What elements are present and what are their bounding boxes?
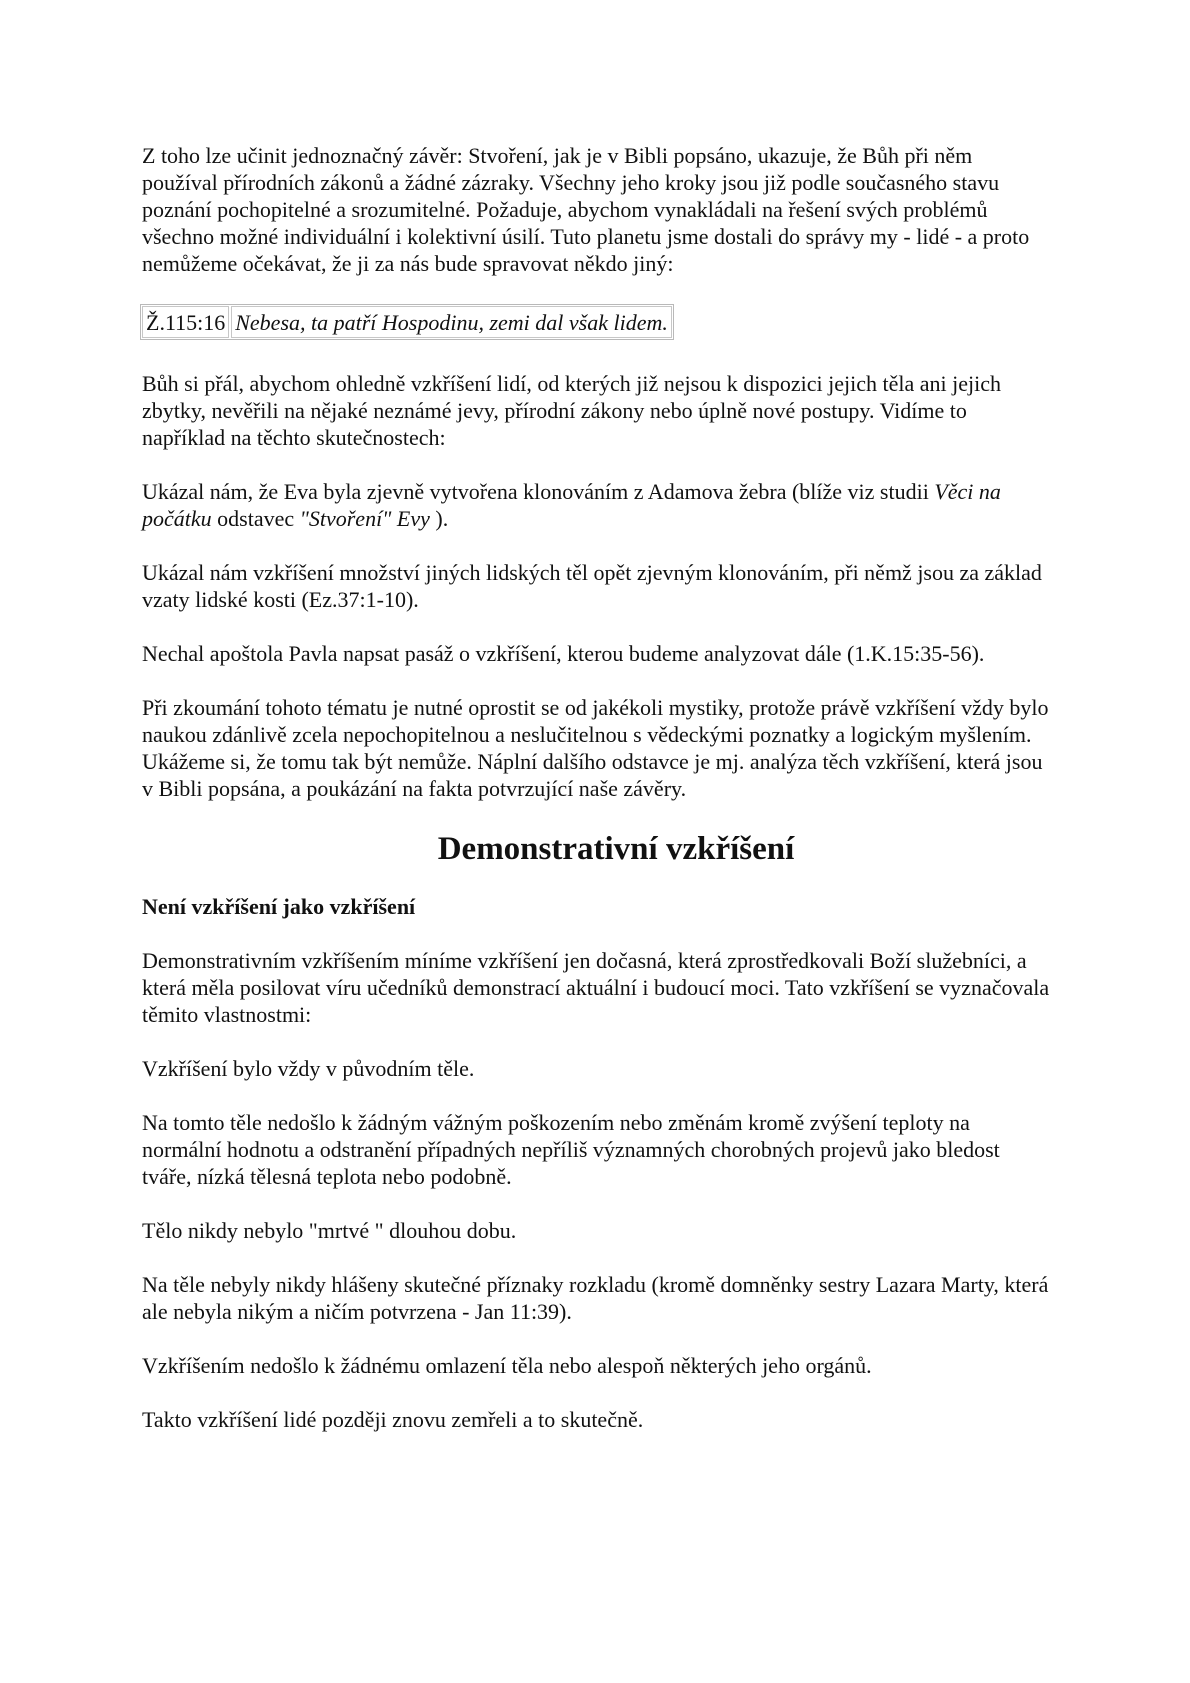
- paragraph-property-original-body: Vzkříšení bylo vždy v původním těle.: [142, 1056, 475, 1081]
- section-subheading: Není vzkříšení jako vzkříšení: [142, 894, 416, 919]
- paragraph-mysticism: Při zkoumání tohoto tématu je nutné oprostit se od jakékoli mystiky, protože právě vzkříšení vždy bylo naukou zdánlivě zcela nepochopitelnou a neslučitelnou s vědeckými poznatky a logickým myšlením. Ukážeme si, že tomu tak být nemůže. Náplní dalšího odstavce je mj. analýza těch vzkříšení, která jsou v Bibli popsána, a poukázání na fakta potvrzující naše závěry.: [142, 695, 1049, 801]
- paragraph-property-no-rejuvenation: Vzkříšením nedošlo k žádnému omlazení těla nebo alespoň některých jeho orgánů.: [142, 1353, 872, 1378]
- paragraph-property-no-decay: Na těle nebyly nikdy hlášeny skutečné příznaky rozkladu (kromě domněnky sestry Lazara Marty, která ale nebyla nikým a ničím potvrzena - Jan 11:39).: [142, 1272, 1049, 1324]
- paragraph-conclusion: Z toho lze učinit jednoznačný závěr: Stvoření, jak je v Bibli popsáno, ukazuje, že Bůh při něm používal přírodních zákonů a žádné zázraky. Všechny jeho kroky jsou již podle současného stavu poznání pochopitelné a srozumitelné. Požaduje, abychom vynakládali na řešení svých problémů všechno možné individuální i kolektivní úsilí. Tuto planetu jsme dostali do správy my - lidé - a proto nemůžeme očekávat, že ji za nás bude spravovat někdo jiný:: [142, 143, 1030, 276]
- section-heading: Demonstrativní vzkříšení: [437, 831, 795, 867]
- study-reference-link: Věci na počátku: [142, 479, 1001, 531]
- paragraph-eva-text-start: Ukázal nám, že Eva byla zjevně vytvořena klonováním z Adamova žebra (blíže viz studii: [142, 479, 935, 504]
- paragraph-property-no-damage: Na tomto těle nedošlo k žádným vážným poškozením nebo změnám kromě zvýšení teploty na normální hodnotu a odstranění případných nepříliš významných chorobných projevů jako bledost tváře, nízká tělesná teplota nebo podobně.: [142, 1110, 1000, 1189]
- verse-reference: Ž.115:16: [142, 306, 229, 338]
- paragraph-bones-resurrection: Ukázal nám vzkříšení množství jiných lidských těl opět zjevným klonováním, při němž jsou za základ vzaty lidské kosti (Ez.37:1-10).: [142, 560, 1042, 612]
- paragraph-eva-text-mid: odstavec: [211, 506, 300, 531]
- section-reference-link: "Stvoření" Evy: [299, 506, 430, 531]
- paragraph-property-died-again: Takto vzkříšení lidé později znovu zemřeli a to skutečně.: [142, 1407, 644, 1432]
- paragraph-god-wish: Bůh si přál, abychom ohledně vzkříšení lidí, od kterých již nejsou k dispozici jejich těla ani jejich zbytky, nevěřili na nějaké neznámé jevy, přírodní zákony nebo úplně nové postupy. Vidíme to například na těchto skutečnostech:: [142, 371, 1001, 450]
- paragraph-eva-cloning: [142, 478, 1050, 532]
- paragraph-property-short-death: Tělo nikdy nebylo "mrtvé " dlouhou dobu.: [142, 1218, 517, 1243]
- verse-text: Nebesa, ta patří Hospodinu, zemi dal však lidem.: [231, 306, 672, 338]
- paragraph-eva-text-end: ).: [429, 506, 449, 531]
- verse-quote-table: [140, 304, 674, 340]
- paragraph-paul-passage: Nechal apoštola Pavla napsat pasáž o vzkříšení, kterou budeme analyzovat dále (1.K.15:35-56).: [142, 641, 985, 666]
- paragraph-demonstrative-definition: Demonstrativním vzkříšením míníme vzkříšení jen dočasná, která zprostředkovali Boží služebníci, a která měla posilovat víru učedníků demonstrací aktuální i budoucí moci. Tato vzkříšení se vyznačovala těmito vlastnostmi:: [142, 948, 1050, 1027]
